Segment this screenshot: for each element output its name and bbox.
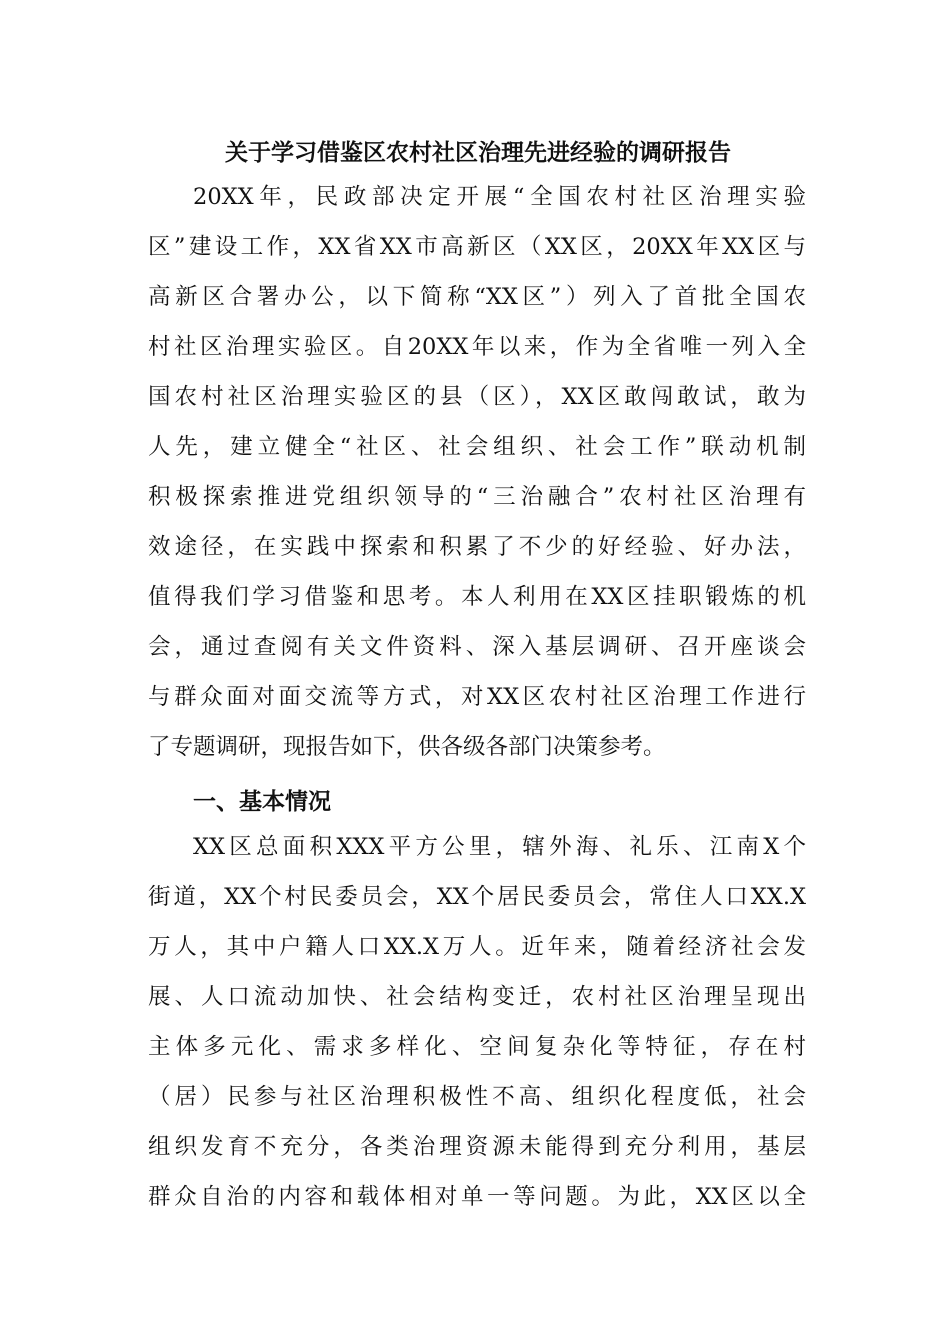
paragraph-1-line-4: 村社区治理实验区。自20XX年以来，作为全省唯一列入全	[148, 334, 806, 360]
paragraph-1-line-2: 区”建设工作，XX省XX市高新区（XX区，20XX年XX区与	[148, 234, 806, 260]
paragraph-2-line-3: 万人，其中户籍人口XX.X万人。近年来，随着经济社会发	[148, 934, 806, 960]
paragraph-1-line-3: 高新区合署办公，以下简称“XX区”）列入了首批全国农	[148, 284, 806, 310]
paragraph-2-line-6: （居）民参与社区治理积极性不高、组织化程度低，社会	[148, 1084, 806, 1110]
paragraph-1-line-11: 与群众面对面交流等方式，对XX区农村社区治理工作进行	[148, 684, 806, 710]
paragraph-1-line-5: 国农村社区治理实验区的县（区），XX区敢闯敢试，敢为	[148, 384, 806, 410]
paragraph-2-line-7: 组织发育不充分，各类治理资源未能得到充分利用，基层	[148, 1134, 806, 1160]
section-heading-basic-situation: 一、基本情况	[193, 789, 331, 815]
paragraph-1-line-12: 了专题调研，现报告如下，供各级各部门决策参考。	[148, 734, 666, 760]
paragraph-2-line-1: XX区总面积XXX平方公里，辖外海、礼乐、江南X个	[193, 834, 806, 860]
paragraph-1-line-10: 会，通过查阅有关文件资料、深入基层调研、召开座谈会	[148, 634, 806, 660]
paragraph-2-line-2: 街道，XX个村民委员会，XX个居民委员会，常住人口XX.X	[148, 884, 806, 910]
paragraph-1-line-6: 人先，建立健全“社区、社会组织、社会工作”联动机制	[148, 434, 806, 460]
paragraph-2-line-8: 群众自治的内容和载体相对单一等问题。为此，XX区以全	[148, 1184, 806, 1210]
paragraph-1-line-1: 20XX年，民政部决定开展“全国农村社区治理实验	[193, 184, 806, 210]
paragraph-2-line-5: 主体多元化、需求多样化、空间复杂化等特征，存在村	[148, 1034, 806, 1060]
paragraph-2-line-4: 展、人口流动加快、社会结构变迁，农村社区治理呈现出	[148, 984, 806, 1010]
paragraph-1-line-7: 积极探索推进党组织领导的“三治融合”农村社区治理有	[148, 484, 806, 510]
paragraph-1-line-8: 效途径，在实践中探索和积累了不少的好经验、好办法，	[148, 534, 806, 560]
paragraph-1-line-9: 值得我们学习借鉴和思考。本人利用在XX区挂职锻炼的机	[148, 584, 806, 610]
report-title: 关于学习借鉴区农村社区治理先进经验的调研报告	[225, 140, 731, 166]
